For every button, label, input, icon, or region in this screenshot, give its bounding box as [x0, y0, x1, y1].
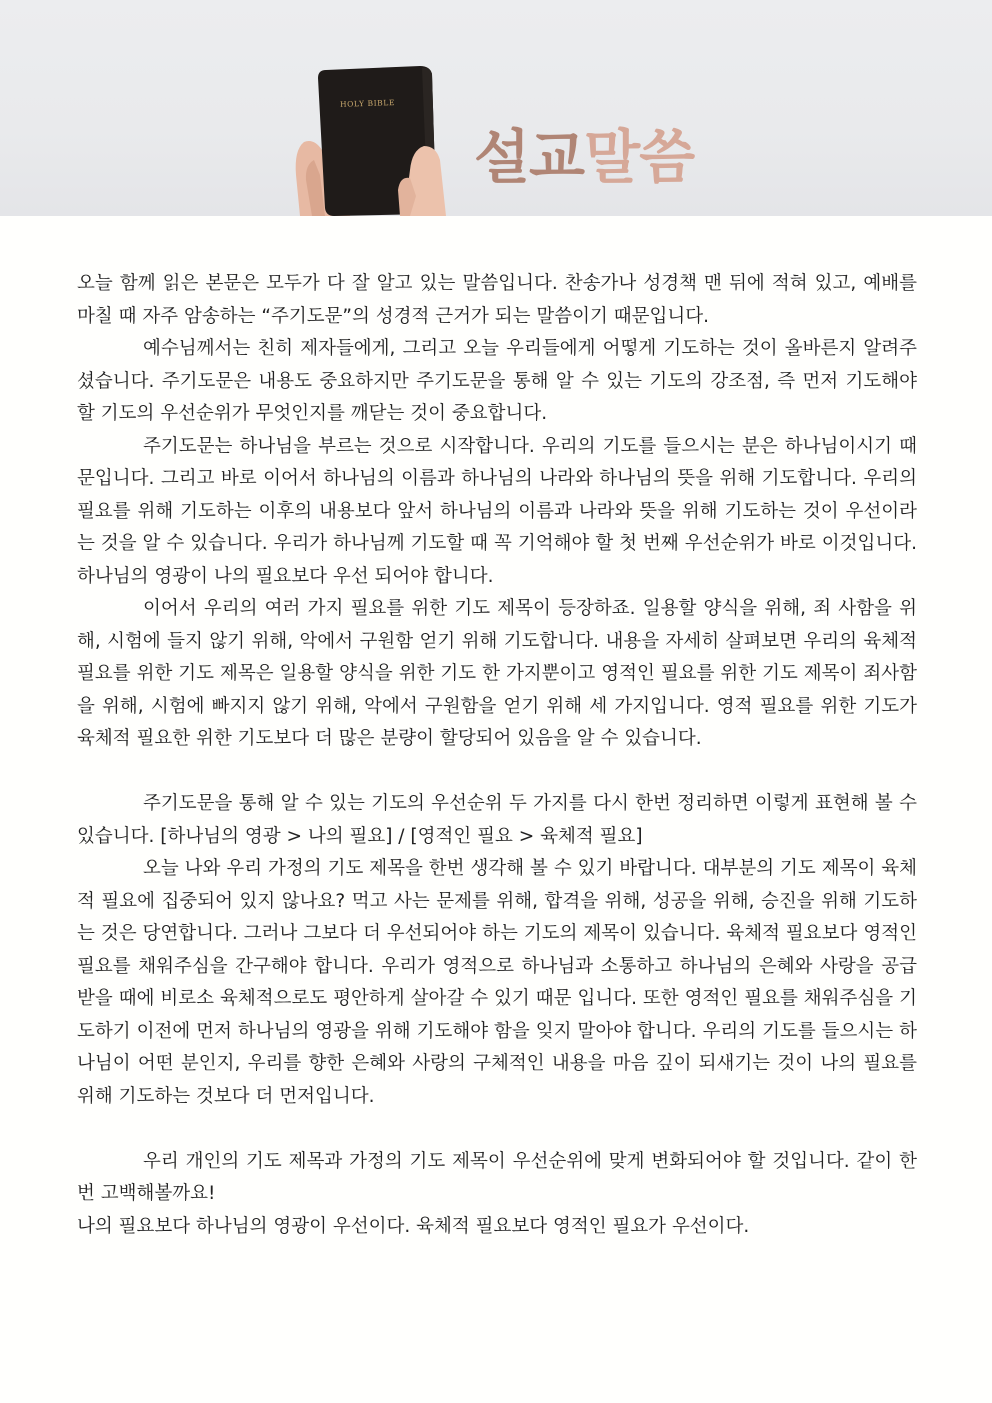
paragraph-4: 이어서 우리의 여러 가지 필요를 위한 기도 제목이 등장하죠. 일용할 양식을 위해, 죄 사함을 위해, 시험에 들지 않기 위해, 악에서 구원함 얻기 위해 기도합니다. 내용을 자세히 살펴보면 우리의 육체적 필요를 위한 기도 제목은 일용할 양식을 위한 기도 한 가지뿐이고 영적인 필요를 위한 기도 제목이 죄사함을 위해, 시험에 빠지지 않기 위해, 악에서 구원함을 얻기 위해 세 가지입니다. 영적 필요를 위한 기도가 육체적 필요한 위한 기도보다 더 많은 분량이 할당되어 있음을 알 수 있습니다. [77, 598, 917, 749]
paragraph-6: 오늘 나와 우리 가정의 기도 제목을 한번 생각해 볼 수 있기 바랍니다. 대부분의 기도 제목이 육체적 필요에 집중되어 있지 않나요? 먹고 사는 문제를 위해, 합격을 위해, 성공을 위해, 승진을 위해 기도하는 것은 당연합니다. 그러나 그보다 더 우선되어야 하는 기도의 제목이 있습니다. 육체적 필요보다 영적인 필요를 채워주심을 간구해야 합니다. 우리가 영적으로 하나님과 소통하고 하나님의 은혜와 사랑을 공급 받을 때에 비로소 육체적으로도 평안하게 살아갈 수 있기 때문 입니다. 또한 영적인 필요를 채워주심을 기도하기 이전에 먼저 하나님의 영광을 위해 기도해야 함을 잊지 말아야 합니다. 우리의 기도를 들으시는 하나님이 어떤 분인지, 우리를 향한 은혜와 사랑의 구체적인 내용을 마음 깊이 되새기는 것이 나의 필요를 위해 기도하는 것보다 더 먼저입니다. [77, 858, 917, 1107]
header-banner [0, 0, 992, 216]
bible-label: HOLY BIBLE [339, 97, 396, 109]
paragraph-7: 우리 개인의 기도 제목과 가정의 기도 제목이 우선순위에 맞게 변화되어야 할 것입니다. 같이 한번 고백해볼까요! [77, 1150, 917, 1204]
sermon-body [77, 268, 917, 1243]
paragraph-gap [77, 1113, 917, 1146]
paragraph-1: 오늘 함께 읽은 본문은 모두가 다 잘 알고 있는 말씀입니다. 찬송가나 성경책 맨 뒤에 적혀 있고, 예배를 마칠 때 자주 암송하는 “주기도문”의 성경적 근거가 되는 말씀이기 때문입니다. [77, 273, 917, 327]
paragraph-8: 나의 필요보다 하나님의 영광이 우선이다. 육체적 필요보다 영적인 필요가 우선이다. [77, 1215, 750, 1237]
paragraph-5: 주기도문을 통해 알 수 있는 기도의 우선순위 두 가지를 다시 한번 정리하면 이렇게 표현해 볼 수 있습니다. [하나님의 영광 > 나의 필요] / [영적인 필요 > 육체적 필요] [77, 793, 917, 847]
page-title [474, 123, 695, 191]
paragraph-3: 주기도문는 하나님을 부르는 것으로 시작합니다. 우리의 기도를 들으시는 분은 하나님이시기 때문입니다. 그리고 바로 이어서 하나님의 이름과 하나님의 나라와 하나님의 뜻을 위해 기도합니다. 우리의 필요를 위해 기도하는 이후의 내용보다 앞서 하나님의 이름과 나라와 뜻을 위해 기도하는 것이 우선이라는 것을 알 수 있습니다. 우리가 하나님께 기도할 때 꼭 기억해야 할 첫 번째 우선순위가 바로 이것입니다. 하나님의 영광이 나의 필요보다 우선 되어야 합니다. [77, 435, 917, 587]
title-part1: 설교 [474, 123, 585, 191]
paragraph-gap [77, 756, 917, 789]
title-part2: 말씀 [584, 123, 695, 191]
paragraph-2: 예수님께서는 친히 제자들에게, 그리고 오늘 우리들에게 어떻게 기도하는 것이 올바른지 알려주셨습니다. 주기도문은 내용도 중요하지만 주기도문을 통해 알 수 있는 기도의 강조점, 즉 먼저 기도해야 할 기도의 우선순위가 무엇인지를 깨닫는 것이 중요합니다. [77, 338, 917, 424]
